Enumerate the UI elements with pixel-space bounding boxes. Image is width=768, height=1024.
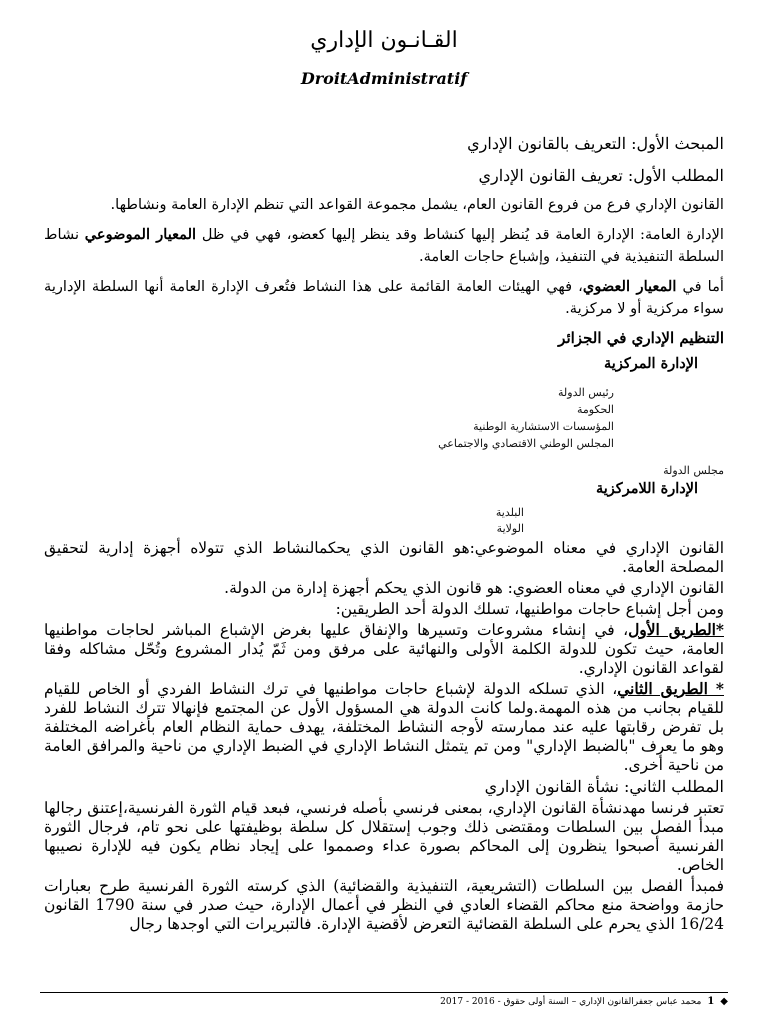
text-run: الإدارة العامة: الإدارة العامة قد يُنظر إليها كنشاط وقد ينظر إليها كعضو، فهي في ظل — [196, 226, 724, 243]
heading-mabhath-1: المبحث الأول: التعريف بالقانون الإداري — [467, 134, 724, 153]
list-item: الولاية — [496, 522, 524, 535]
page-title: القـانـون الإداري — [310, 28, 458, 53]
paragraph-separation-of-powers: فمبدأ الفصل بين السلطات (التشريعية، التنفيذية والقضائية) الذي كرسته الثورة الفرنسية طرح بعبارات حازمة وواضحة منع محاكم القضاء العادي في النظر في أعمال الإدارة، حيث صدر في سنة 1790 القانون 16/24 الذي يحرم على السلطة القضائية التعرض لأقضية الإدارة. فالتبريرات التي اوجدها رجال — [44, 877, 724, 933]
page-number: 1 — [707, 996, 715, 1007]
list-item-state-council: مجلس الدولة — [663, 464, 724, 477]
footer-marker-icon: ◆ — [720, 996, 728, 1007]
term-objective-criterion: المعيار الموضوعي — [84, 226, 197, 243]
dense-section — [44, 539, 724, 934]
text-run: ، فهي الهيئات العامة القائمة على هذا النشاط فتُعرف الإدارة العامة أنها السلطة الإدارية سواء مركزية أو لا مركزية. — [44, 278, 724, 317]
paragraph-two-ways: ومن أجل إشباع حاجات مواطنيها، تسلك الدولة أحد الطريقين: — [335, 600, 724, 618]
text-run: أما في — [676, 278, 724, 295]
list-item: البلدية — [495, 506, 524, 519]
heading-algeria-organization: التنظيم الإداري في الجزائر — [558, 329, 724, 347]
paragraph-origin: تعتبر فرنسا مهدنشأة القانون الإداري، بمعنى فرنسي بأصله فرنسي، فبعد قيام الثورة الفرنسية،إعتنق رجالها مبدأ الفصل بين السلطات ومقتضى ذلك وجوب إستقلال كل سلطة بوظيفتها على نحو تام، فرجال الثورة الفرنسية أصبحوا ينظرون إلى المحاكم بصورة عداء وصمموا على إيجاد نظام يكون فيه للإدارة نصيبها الخاص. — [44, 799, 724, 874]
page-subtitle: DroitAdministratif — [300, 69, 468, 88]
list-item: المؤسسات الاستشارية الوطنية — [473, 420, 614, 433]
heading-matlab-2: المطلب الثاني: نشأة القانون الإداري — [484, 777, 724, 796]
paragraph-public-administration — [44, 224, 724, 268]
paragraph-organic-meaning: القانون الإداري في معناه العضوي: هو قانون الذي يحكم أجهزة إدارة من الدولة. — [224, 579, 724, 597]
label-second-way: * الطريق الثاني — [617, 680, 724, 698]
footer-text: محمد عباس جعفرالقانون الإداري – السنة أولى حقوق - 2016 - 2017 — [440, 997, 702, 1007]
text-run: ، الذي تسلكه الدولة لإشباع حاجات مواطنيها في ترك النشاط الفردي أو الخاص للقيام للقيام بجانب من هذه المهمة.ولما كانت الدولة هي المسؤول الأول عن المجتمع فإنهالا تترك النشاط للفرد بل تفرض رقابتها عليه عند ممارسته لأوجه النشاط المختلفة، يهدف حماية النظام العام بأغراضه المختلفة وهو ما يعرف "بالضبط الإداري" ومن تم يتمثل النشاط الإداري في الضبط الإداري من ناحية والمرافق العامة من ناحية أخرى. — [44, 680, 724, 774]
document-page — [44, 18, 724, 1018]
term-organic-criterion: المعيار العضوي — [582, 278, 677, 295]
paragraph-objective-meaning: القانون الإداري في معناه الموضوعي:هو القانون الذي يحكمالنشاط الذي تتولاه أجهزة إدارية لتحقيق المصلحة العامة. — [44, 539, 724, 576]
text-run: ، في إنشاء مشروعات وتسيرها والإنفاق عليها بغرض الإشباع المباشر لحاجات مواطنيها العامة، حيث تكون للدولة الكلمة الأولى والنهائية على مرفق ومن ثَمّ يُدار المشروع وتُحّل مشاكله وفقا لقواعد القانون الإداري. — [44, 621, 724, 677]
list-item: الحكومة — [576, 403, 614, 416]
decentralized-administration-list — [44, 505, 724, 537]
page-footer — [40, 992, 728, 1017]
heading-matlab-1: المطلب الأول: تعريف القانون الإداري — [478, 166, 724, 185]
paragraph-organic-criterion — [44, 276, 724, 320]
list-item: المجلس الوطني الاقتصادي والاجتماعي — [438, 437, 614, 450]
paragraph-first-way — [44, 621, 724, 678]
list-item: رئيس الدولة — [558, 386, 614, 399]
text-run: نشاط السلطة التنفيذية في التنفيذ، وإشباع حاجات العامة. — [44, 226, 724, 265]
heading-central-administration: الإدارة المركزية — [604, 355, 698, 372]
central-administration-list — [44, 384, 724, 479]
heading-decentralized-administration: الإدارة اللامركزية — [595, 480, 698, 497]
paragraph-second-way — [44, 680, 724, 775]
label-first-way: *الطريق الأول — [628, 621, 724, 639]
paragraph-definition: القانون الإداري فرع من فروع القانون العام، يشمل مجموعة القواعد التي تنظم الإدارة العامة ونشاطها. — [110, 196, 724, 213]
